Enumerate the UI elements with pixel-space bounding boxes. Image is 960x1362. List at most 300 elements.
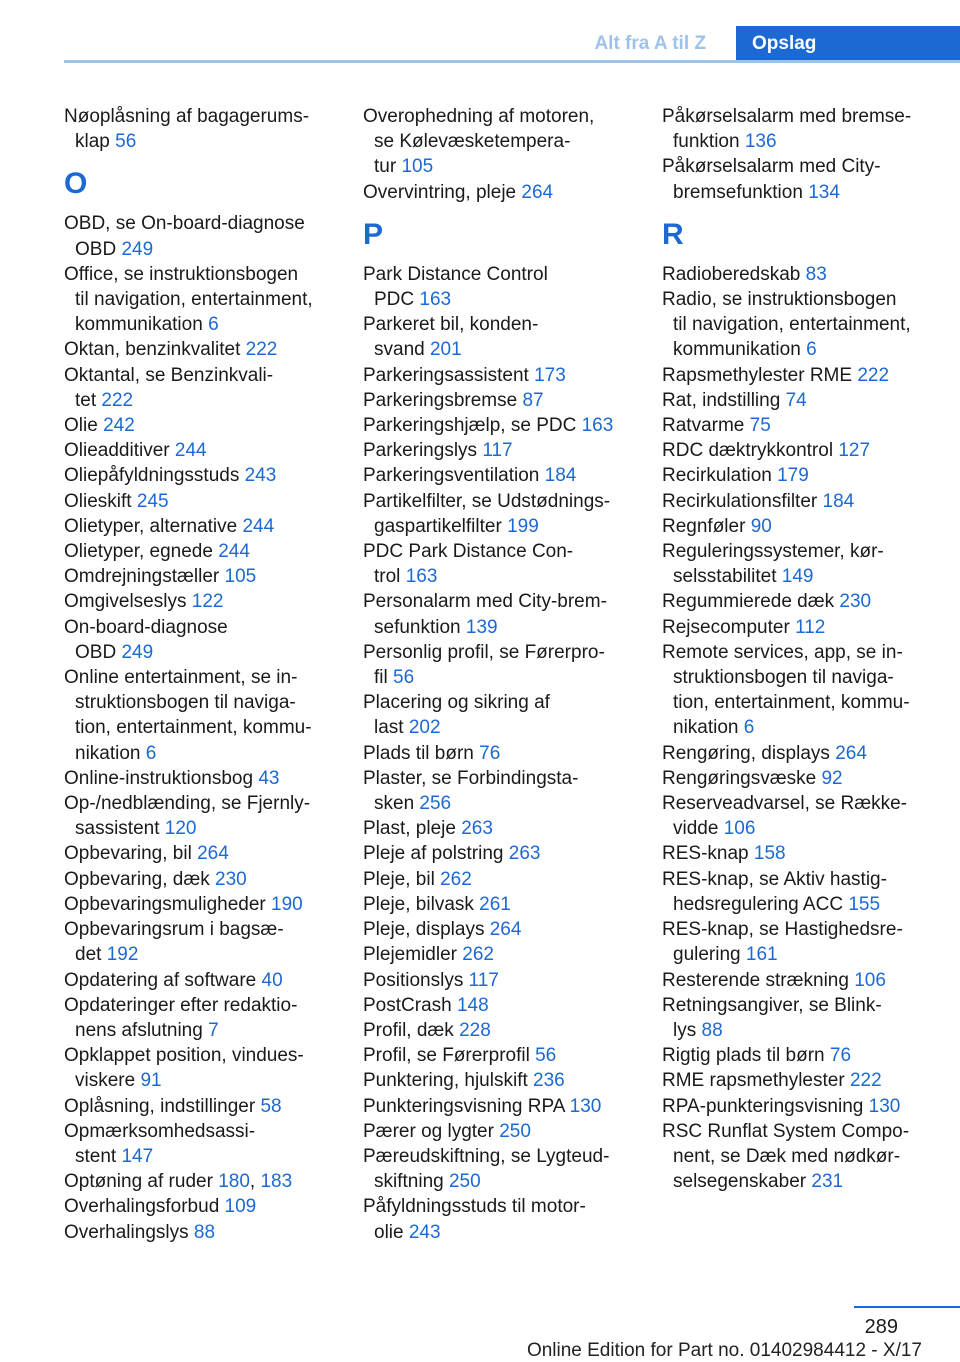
index-entry [363,766,635,816]
index-entry-text: Overophedning af motoren, [363,106,595,127]
index-entry [64,841,336,866]
page-reference-link[interactable]: 184 [544,465,577,487]
page-reference-link[interactable]: 183 [260,1171,293,1193]
index-entry [363,1094,635,1119]
page-reference-link[interactable]: 90 [750,515,772,537]
index-entry-text: se Kølevæsketempera‐ [374,131,571,153]
page-reference-link[interactable]: 120 [164,818,197,840]
index-entry-text: lys [673,1019,697,1041]
index-entry [64,539,336,564]
index-entry-text: Plast, pleje [363,818,456,840]
index-entry [64,791,336,841]
index-entry-text: nens afslutning [75,1019,203,1041]
page-reference-link[interactable]: 92 [821,767,843,789]
page-reference-link[interactable]: 244 [174,440,207,462]
index-entry-text: trol [374,566,401,588]
index-entry-text: Retningsangiver, se Blink‐ [662,994,882,1016]
page-reference-link[interactable]: 179 [777,465,809,487]
index-entry-text: Pleje, displays [363,919,485,941]
page-reference-link[interactable]: 127 [838,440,871,462]
page-reference-link[interactable]: 106 [854,969,886,991]
page-reference-link[interactable]: 192 [106,944,139,966]
index-entry [662,640,934,741]
index-entry [64,463,336,488]
index-entry [662,1043,934,1068]
index-letter-heading: P [363,217,384,251]
page-reference-link[interactable]: 83 [805,263,827,285]
index-entry-text: Punktering, hjulskift [363,1070,528,1092]
page-reference-link[interactable]: 105 [224,566,257,588]
index-entry [64,589,336,614]
index-entry-text: Online-instruktionsbog [64,767,254,789]
index-entry-text: olie [374,1221,404,1243]
index-entry-text: Opmærksomhedsassi‐ [64,1120,256,1142]
index-entry [662,489,934,514]
index-entry [64,104,336,154]
index-entry [64,337,336,362]
page-reference-link[interactable]: 130 [569,1095,602,1117]
index-entry-text: selsegenskaber [673,1171,807,1193]
index-entry-text: tur [374,156,397,178]
index-entry-text: Park Distance Control [363,263,548,285]
index-entry-text: klap [75,131,110,153]
page-reference-link[interactable]: 261 [479,893,511,915]
index-entry [64,615,336,665]
index-entry [662,615,934,640]
page-reference-link[interactable]: 139 [465,616,498,638]
index-entry-text: nikation [673,717,739,739]
index-entry [662,766,934,791]
index-entry [363,917,635,942]
index-entry-text: Rejsecomputer [662,616,790,638]
page-number: 289 [864,1316,898,1338]
index-entry-text: sefunktion [374,616,461,638]
index-entry-text: Positionslys [363,969,464,991]
page-reference-link[interactable]: 243 [244,465,277,487]
index-entry-text: Recirkulationsfilter [662,490,818,512]
page-reference-link[interactable]: 148 [456,994,489,1016]
page-reference-link[interactable]: 264 [489,919,522,941]
index-entry [662,262,934,287]
index-entry-text: Parkeringslys [363,440,478,462]
index-entry-text: RME rapsmethylester [662,1070,845,1092]
index-entry [363,1119,635,1144]
index-entry [662,1119,934,1195]
edition-note: Online Edition for Part no. 01402984412 - X/17 [526,1340,922,1361]
index-entry-text: Remote services, app, se in‐ [662,641,903,663]
index-entry: Optøning af ruder 180, 183 [64,1171,293,1193]
index-entry [363,1194,635,1244]
index-entry-text: Parkeringshjælp, se PDC [363,415,577,437]
page-reference-link[interactable]: 6 [806,339,817,361]
index-entry-text: Opbevaring, dæk [64,868,210,890]
page-reference-link[interactable]: 228 [459,1019,491,1041]
index-entry-text: Plejemidler [363,944,457,966]
page-reference-link[interactable]: 222 [849,1070,882,1092]
index-entry-text: nikation [75,742,141,764]
index-entry [363,262,635,312]
page-reference-link[interactable]: 88 [701,1019,723,1041]
page-reference-link[interactable]: 245 [136,490,169,512]
index-entry [363,539,635,589]
page-reference-link[interactable]: 163 [419,289,452,311]
index-entry [363,993,635,1018]
index-entry [662,463,934,488]
index-entry [363,438,635,463]
index-entry-text: RSC Runflat System Compo‐ [662,1120,910,1142]
index-entry [662,104,934,154]
index-entry-text: kommunikation [673,339,801,361]
index-entry-text: Parkeret bil, konden‐ [363,314,539,336]
page-reference-link[interactable]: 190 [271,893,303,915]
index-entry-text: svand [374,339,425,361]
index-entry-text: fil [374,667,388,689]
page-reference-link[interactable]: 264 [835,742,867,764]
index-entry-text: Olietyper, alternative [64,515,238,537]
index-entry-text: On-board-diagnose [64,616,228,638]
index-entry-text: Olieadditiver [64,440,170,462]
index-entry-text: tion, entertainment, kommu‐ [673,692,910,714]
page-reference-link[interactable]: 201 [429,339,462,361]
index-entry-text: Rat, indstilling [662,389,781,411]
index-entry-text: Pleje, bil [363,868,435,890]
page-reference-link[interactable]: 161 [745,944,778,966]
index-entry [64,1119,336,1169]
index-entry-text: Radio, se instruktionsbogen [662,289,897,311]
index-entry-text: Oktantal, se Benzinkvali‐ [64,364,274,386]
page-reference-link[interactable]: 136 [744,131,777,153]
page-reference-link[interactable]: 6 [743,717,755,739]
index-entry-text: Pærer og lygter [363,1120,494,1142]
index-entry-text: Opklappet position, vindues‐ [64,1045,304,1067]
index-entry [64,1043,336,1093]
page-reference-link[interactable]: 262 [462,944,494,966]
index-entry-text: Op-/nedblænding, se Fjernly‐ [64,793,311,815]
page-reference-link[interactable]: 105 [401,156,434,178]
index-entry-text: Opbevaringsrum i bagsæ‐ [64,919,284,941]
index-entry-text: Pæreudskiftning, se Lygteud‐ [363,1145,610,1167]
page-header [0,0,960,62]
index-entry-text: PDC [374,289,415,311]
index-entry-text: Plads til børn [363,742,474,764]
index-entry-text: Parkeringsbremse [363,389,518,411]
index-entry [64,968,336,993]
index-entry-text: Recirkulation [662,465,772,487]
index-entry-text: selsstabilitet [673,566,777,588]
page-reference-link[interactable]: 264 [197,843,229,865]
index-entry-text: Online entertainment, se in‐ [64,667,298,689]
page-reference-link[interactable]: 106 [723,818,756,840]
section-title: Alt fra A til Z [594,33,706,54]
index-entry-text: Profil, dæk [363,1019,454,1041]
index-entry-text: Parkeringsassistent [363,364,529,386]
index-entry-text: Personlig profil, se Førerpro‐ [363,641,605,663]
index-entry-text: Olietyper, egnede [64,541,213,563]
page-reference-link[interactable]: 134 [808,181,840,203]
index-entry-text: Påkørselsalarm med City- [662,156,881,178]
index-entry-text: Olieskift [64,490,132,512]
page-reference-link[interactable]: 264 [521,181,554,203]
index-entry-text: last [374,717,404,739]
page-reference-link[interactable]: 40 [261,969,283,991]
index-entry [662,867,934,917]
index-entry-text: RES-knap [662,843,749,865]
index-entry [363,1043,635,1068]
index-entry-text: Overvintring, pleje [363,181,517,203]
index-entry [64,665,336,766]
chapter-tab: Opslag [736,26,960,62]
index-entry [363,180,635,205]
index-entry-text: struktionsbogen til naviga‐ [75,692,296,714]
page-reference-link[interactable]: 222 [857,364,890,386]
index-entry-text: Office, se instruktionsbogen [64,263,299,285]
page-reference-link[interactable]: 6 [208,314,219,336]
index-entry [363,1144,635,1194]
index-entry-text: Punkteringsvisning RPA [363,1095,565,1117]
page-reference-link[interactable]: 262 [440,868,472,890]
index-entry-text: RPA-punkteringsvisning [662,1095,864,1117]
index-entry [64,564,336,589]
index-entry [363,841,635,866]
page-reference-link[interactable]: 147 [121,1145,154,1167]
index-entry-text: OBD [75,238,117,260]
index-entry-text: OBD, se On-board-diagnose [64,213,305,235]
index-entry [662,589,934,614]
index-entry-text: OBD [75,641,117,663]
page-reference-link[interactable]: 117 [468,969,499,991]
index-entry [662,388,934,413]
index-entry [662,968,934,993]
index-entry [662,287,934,363]
index-entry-text: gaspartikelfilter [374,515,502,537]
index-entry-text: RDC dæktrykkontrol [662,440,834,462]
index-entry-text: Opdatering af software [64,969,257,991]
index-entry-text: Resterende strækning [662,969,849,991]
index-entry [64,211,336,261]
page-reference-link[interactable]: 130 [868,1095,901,1117]
index-entry [662,791,934,841]
page-reference-link[interactable]: 122 [191,591,224,613]
index-entry-text: Påkørselsalarm med bremse‐ [662,106,912,127]
index-entry-text: stent [75,1145,117,1167]
index-entry-text: til navigation, entertainment, [673,314,911,336]
index-entry [662,841,934,866]
page-reference-link[interactable]: 263 [508,843,541,865]
index-entry-text: Partikelfilter, se Udstødnings‐ [363,490,611,512]
index-entry [662,741,934,766]
index-entry [64,489,336,514]
page-reference-link[interactable]: 88 [193,1221,216,1243]
page-reference-link[interactable]: 76 [479,742,501,764]
page-reference-link[interactable]: 75 [749,415,771,437]
page-reference-link[interactable]: 222 [245,339,278,361]
index-entry-text: RES-knap, se Hastighedsre‐ [662,919,903,941]
page-reference-link[interactable]: 74 [785,389,807,411]
page-reference-link[interactable]: 256 [419,793,452,815]
page-reference-link[interactable]: 155 [848,893,881,915]
index-entry-text: Overhalingsforbud [64,1196,220,1218]
index-entry [662,154,934,204]
index-entry [662,514,934,539]
index-entry-text: Påfyldningsstuds til motor‐ [363,1196,586,1218]
page-reference-link[interactable]: 230 [839,591,872,613]
index-entry-text: Opbevaringsmuligheder [64,893,266,915]
page-reference-link[interactable]: 6 [145,742,157,764]
index-entry-text: Reserveadvarsel, se Række‐ [662,793,907,815]
index-entry-text: Profil, se Førerprofil [363,1045,530,1067]
index-entry-text: Pleje, bilvask [363,893,474,915]
page-reference-link[interactable]: 222 [101,389,134,411]
page-reference-link[interactable]: 163 [405,566,438,588]
index-column-1 [64,104,336,1245]
index-entry [363,413,635,438]
index-entry-text: Regnføler [662,515,746,537]
index-entry [662,539,934,589]
index-entry-text: Pleje af polstring [363,843,504,865]
page-reference-link[interactable]: 163 [581,415,614,437]
index-entry-text: PDC Park Distance Con‐ [363,541,574,563]
index-entry [64,1220,336,1245]
page-reference-link[interactable]: 76 [829,1045,852,1067]
page-reference-link[interactable]: 149 [781,566,814,588]
page-reference-link[interactable]: 112 [795,616,826,638]
index-entry [363,489,635,539]
index-entry-text: vidde [673,818,719,840]
index-entry-text: Opdateringer efter redaktio‐ [64,994,298,1016]
index-entry [64,262,336,338]
page-reference-link[interactable]: 184 [822,490,855,512]
index-entry-text: Optøning af ruder [64,1171,213,1193]
index-entry-text: RES-knap, se Aktiv hastig‐ [662,868,887,890]
index-letter-heading: R [662,217,684,251]
index-entry-text: Regummierede dæk [662,591,835,613]
page-reference-link[interactable]: 242 [103,415,135,437]
index-entry [363,892,635,917]
page-reference-link[interactable]: 244 [242,515,275,537]
index-entry-text: Nøoplåsning af bagagerums‐ [64,106,310,127]
index-entry-text: struktionsbogen til naviga‐ [673,667,894,689]
index-entry-text: PostCrash [363,994,452,1016]
index-entry-text: Olie [64,415,98,437]
index-entry-text: Oplåsning, indstillinger [64,1095,256,1117]
index-entry [64,892,336,917]
index-entry [662,1068,934,1093]
page-reference-link[interactable]: 43 [258,767,280,789]
page-reference-link[interactable]: 249 [121,238,154,260]
index-entry [64,413,336,438]
page-reference-link[interactable]: 236 [533,1070,565,1092]
index-entry [363,640,635,690]
page-reference-link[interactable]: 244 [218,541,250,563]
page-reference-link[interactable]: 230 [215,868,247,890]
index-entry-text: Oliepåfyldningsstuds [64,465,240,487]
page-reference-link[interactable]: 249 [121,641,154,663]
index-entry-text: Rengøring, displays [662,742,830,764]
index-entry-text: Parkeringsventilation [363,465,540,487]
index-entry [662,993,934,1043]
index-entry-text: viskere [75,1070,136,1092]
index-entry-text: sken [374,793,415,815]
index-entry [64,867,336,892]
index-entry [64,766,336,791]
index-entry-text: Omdrejningstæller [64,566,220,588]
index-entry-text: Placering og sikring af [363,692,550,714]
index-entry [363,741,635,766]
page-reference-link[interactable]: 202 [408,717,441,739]
page-reference-link[interactable]: 263 [461,818,493,840]
page-reference-link[interactable]: 56 [535,1045,557,1067]
index-entry-text: kommunikation [75,314,203,336]
index-entry [64,993,336,1043]
index-entry [363,1018,635,1043]
index-entry [363,104,635,180]
page-reference-link[interactable]: 243 [408,1221,441,1243]
index-entry-text: Personalarm med City-brem‐ [363,591,607,613]
index-entry-text: til navigation, entertainment, [75,289,313,311]
page-reference-link[interactable]: 56 [393,667,415,689]
page-reference-link[interactable]: 173 [534,364,566,386]
page-reference-link[interactable]: 250 [499,1120,531,1142]
index-entry-text: Radioberedskab [662,263,801,285]
index-entry [64,514,336,539]
index-entry-text: det [75,944,102,966]
page-reference-link[interactable]: 180 [218,1171,250,1193]
index-entry-text: gulering [673,944,741,966]
index-entry-text: Omgivelseslys [64,591,187,613]
index-entry-text: skiftning [374,1171,444,1193]
index-entry-text: funktion [673,131,740,153]
index-entry [662,438,934,463]
index-letter-heading: O [64,167,88,201]
index-entry [363,942,635,967]
index-entry [64,1094,336,1119]
footer-rule [854,1306,960,1308]
page-reference-link[interactable]: 199 [507,515,539,537]
index-entry [363,968,635,993]
index-entry-text: tet [75,389,97,411]
page-reference-link[interactable]: 231 [811,1171,844,1193]
index-entry [363,589,635,639]
page-reference-link[interactable]: 117 [482,440,513,462]
page-reference-link[interactable]: 87 [522,389,544,411]
page-reference-link[interactable]: 158 [753,843,786,865]
header-rule [64,60,960,63]
index-entry-text: Overhalingslys [64,1221,189,1243]
index-entry [363,312,635,362]
index-entry [662,413,934,438]
index-column-2 [363,104,635,1245]
page-reference-link[interactable]: 91 [140,1070,162,1092]
index-entry-text: Reguleringssystemer, kør‐ [662,541,884,563]
index-entry [363,463,635,488]
index-entry-text: hedsregulering ACC [673,893,844,915]
page-reference-link[interactable]: 109 [224,1196,257,1218]
index-entry-text: Rapsmethylester RME [662,364,853,386]
index-entry [662,363,934,388]
index-entry [64,917,336,967]
page-reference-link[interactable]: 7 [208,1019,219,1041]
index-entry [363,388,635,413]
page-reference-link[interactable]: 56 [115,131,137,153]
index-entry [64,1194,336,1219]
index-entry-text: Rengøringsvæske [662,767,817,789]
page-reference-link[interactable]: 58 [260,1095,282,1117]
index-entry [363,816,635,841]
page-reference-link[interactable]: 250 [448,1171,481,1193]
index-entry-text: Oktan, benzinkvalitet [64,339,241,361]
index-entry [363,363,635,388]
index-entry-text: bremsefunktion [673,181,803,203]
